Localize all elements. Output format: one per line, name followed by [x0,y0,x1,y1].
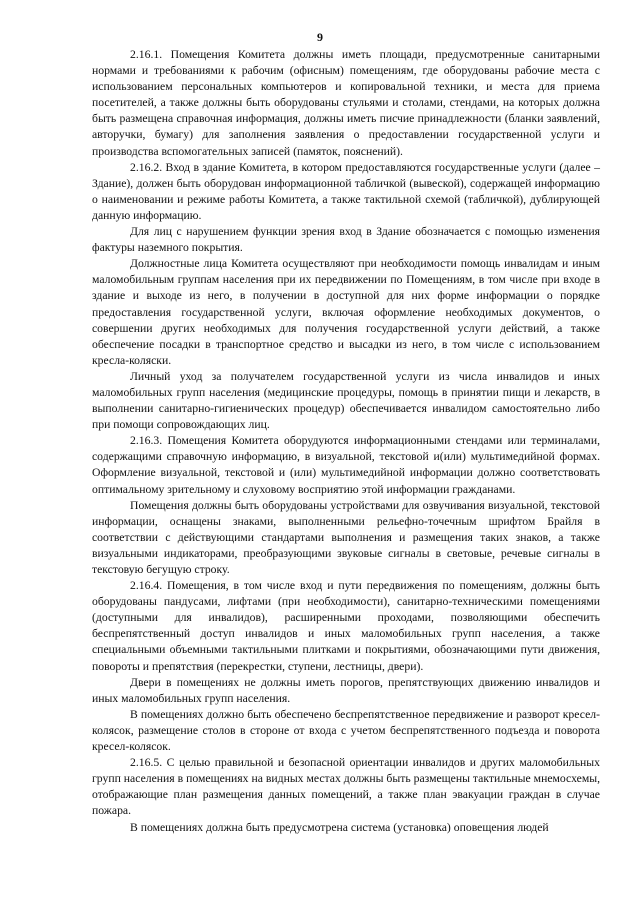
paragraph-wheelchair: В помещениях должно быть обеспечено беспрепятственное передвижение и разворот кресел-колясок, размещение столов в стороне от входа с учетом беспрепятственного подъезда и поворота кресел-колясок. [92,707,600,754]
paragraph-staff-assistance: Должностные лица Комитета осуществляют при необходимости помощь инвалидам и иным маломобильным группам населения при их передвижении по Помещениям, в том числе при входе в здание и выходе из него, в получении в доступной для них форме информации о порядке предоставления государственной услуги, включая оформление необходимых документов, о совершении других необходимых для получения государственной услуги действий, а также обеспечение посадки в транспортное средство и высадки из него, в том числе с использованием кресла-коляски. [92,257,600,367]
paragraph-audio-braille: Помещения должны быть оборудованы устройствами для озвучивания визуальной, текстовой информации, оснащены знаками, выполненными рельефно-точечным шрифтом Брайля в соответствии с действующими стандартами выполнения и размещения таких знаков, а также визуальными индикаторами, преобразующими звуковые сигналы в световые, речевые сигналы в текстовую бегущую строку. [92,498,600,576]
paragraph-2-16-3: 2.16.3. Помещения Комитета оборудуются информационными стендами или терминалами, содержащими справочную информацию, в визуальной, текстовой и(или) мультимедийной формах. Оформление визуальной, текстовой и (или) мультимедийной информации должно соответствовать оптимальному зрительному и слуховому восприятию этой информации гражданами. [92,434,600,496]
page-number: 9 [317,30,323,44]
paragraph-2-16-4: 2.16.4. Помещения, в том числе вход и пути передвижения по помещениям, должны быть оборудованы пандусами, лифтами (при необходимости), санитарно-техническими помещениями (доступными для инвалидов), расширенными проходами, позволяющими обеспечить беспрепятственный доступ инвалидов и иных маломобильных групп населения, а также специальными объемными тактильными плитками и покрытиями, обозначающими пути движения, повороты и препятствия (перекрестки, ступени, лестницы, двери). [92,579,600,673]
document-body [92,47,600,836]
paragraph-vision-entrance: Для лиц с нарушением функции зрения вход в Здание обозначается с помощью изменения фактуры наземного покрытия. [92,225,600,255]
paragraph-2-16-1: 2.16.1. Помещения Комитета должны иметь площади, предусмотренные санитарными нормами и требованиями к рабочим (офисным) помещениям, где оборудованы рабочие места с использованием персональных компьютеров и копировальной техники, и места для приема посетителей, а также должны быть оборудованы стульями и столами, стендами, на которых должна быть размещена справочная информация, должны иметь писчие принадлежности (бланки заявлений, авторучки, бумагу) для заполнения заявления о предоставлении государственной услуги и производства вспомогательных записей (памяток, пояснений). [92,48,600,158]
paragraph-2-16-2: 2.16.2. Вход в здание Комитета, в котором предоставляются государственные услуги (далее – Здание), должен быть оборудован информационной табличкой (вывеской), содержащей информацию о наименовании и режиме работы Комитета, а также тактильной схемой (табличкой), дублирующей данную информацию. [92,160,600,222]
paragraph-alert-system: В помещениях должна быть предусмотрена система (установка) оповещения людей [130,820,549,834]
paragraph-doors: Двери в помещениях не должны иметь порогов, препятствующих движению инвалидов и иных маломобильных групп населения. [92,675,600,705]
paragraph-personal-care: Личный уход за получателем государственной услуги из числа инвалидов и иных маломобильных групп населения (медицинские процедуры, помощь в принятии пищи и лекарств, в выполнении санитарно-гигиенических процедур) обеспечивается инвалидом самостоятельно либо при помощи сопровождающих лиц. [92,369,600,432]
paragraph-2-16-5: 2.16.5. С целью правильной и безопасной ориентации инвалидов и других маломобильных групп населения в помещениях на видных местах должны быть размещены тактильные мнемосхемы, отображающие план размещения данных помещений, а также план эвакуации граждан в случае пожара. [92,756,600,818]
